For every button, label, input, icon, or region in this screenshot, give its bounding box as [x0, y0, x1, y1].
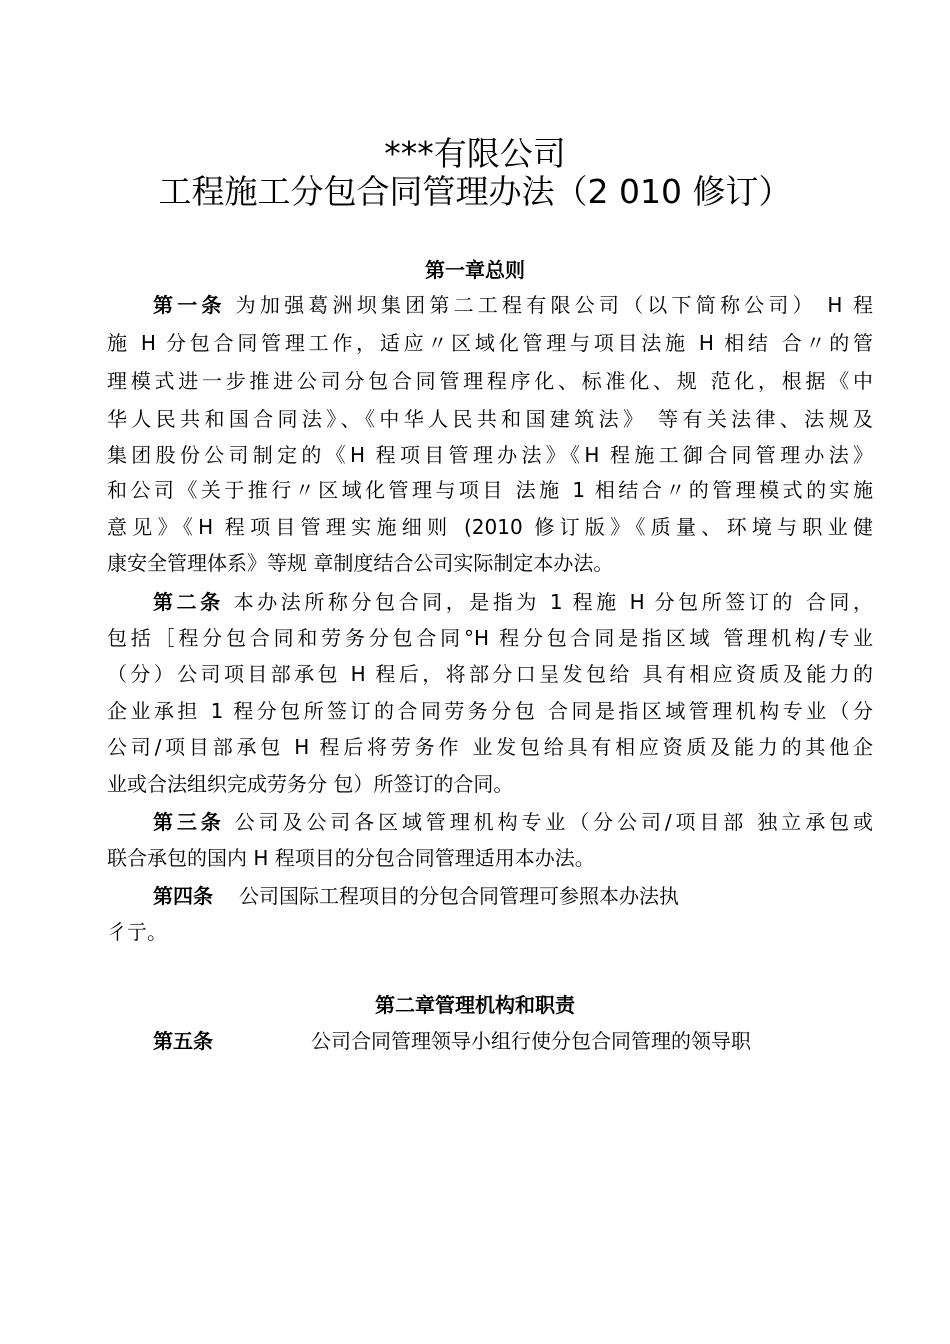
article-1-line-2: 施 H 分包合同管理工作，适应〃区域化管理与项目法施 H 相结 合〃的管 [107, 331, 873, 355]
article-2-line-6: 业或合法组织完成劳务分 包）所签订的合同。 [107, 772, 514, 796]
document-title: 工程施工分包合同管理办法（2 010 修订） [158, 172, 792, 211]
article-4-line-2: 彳亍。 [107, 920, 167, 944]
article-3-line-2: 联合承包的国内 H 程项目的分包合同管理适用本办法。 [107, 846, 595, 870]
chapter-2-heading: 第二章管理机构和职责 [375, 993, 575, 1017]
article-4-label: 第四条 [153, 884, 213, 908]
article-5-label: 第五条 [153, 1029, 213, 1053]
article-2-line-1: 第二条 本办法所称分包合同，是指为 1 程施 H 分包所签订的 合同， [153, 590, 873, 614]
article-5-line-1 [153, 1027, 751, 1055]
article-1-line-3: 理模式进一步推进公司分包合同管理程序化、标准化、规 范化，根据《中 [107, 369, 873, 393]
article-1-label: 第一条 [153, 293, 226, 317]
article-2-line-5: 公司/项目部承包 H 程后将劳务作 业发包给具有相应资质及能力的其他企 [107, 735, 873, 759]
article-1-line-7: 意见》《H 程项目管理实施细则 (2010 修订版》《质量、环境与职业健 [107, 515, 873, 539]
article-2-line-2: 包括［程分包合同和劳务分包合同°H 程分包合同是指区域 管理机构/专业 [107, 626, 873, 650]
chapter-1-heading: 第一章总则 [425, 258, 525, 282]
article-1-line-6: 和公司《关于推行〃区域化管理与项目 法施 1 相结合〃的管理模式的实施 [107, 478, 873, 502]
article-1-line-1: 第一条 为加强葛洲坝集团第二工程有限公司（以下简称公司） H 程 [153, 293, 873, 317]
article-3-label: 第三条 [153, 810, 225, 834]
article-3-line-1: 第三条 公司及公司各区域管理机构专业（分公司/项目部 独立承包或 [153, 810, 873, 834]
article-1-line-5: 集团股份公司制定的《H 程项目管理办法》《H 程施工御合同管理办法》 [107, 443, 873, 467]
article-4-line-1: 第四条 公司国际工程项目的分包合同管理可参照本办法执 [153, 884, 679, 908]
article-2-line-4: 企业承担 1 程分包所签订的合同劳务分包 合同是指区域管理机构专业（分 [107, 699, 873, 723]
article-5-text: 公司合同管理领导小组行使分包合同管理的领导职 [311, 1029, 751, 1053]
article-1-line-4: 华人民共和国合同法》、《中华人民共和国建筑法》 等有关法律、法规及 [107, 407, 873, 431]
article-2-line-3: （分）公司项目部承包 H 程后，将部分口呈发包给 具有相应资质及能力的 [107, 662, 873, 686]
article-1-line-8: 康安全管理体系》等规 章制度结合公司实际制定本办法。 [107, 551, 614, 575]
company-name: ***有限公司 [384, 134, 566, 173]
article-2-label: 第二条 [153, 590, 224, 614]
